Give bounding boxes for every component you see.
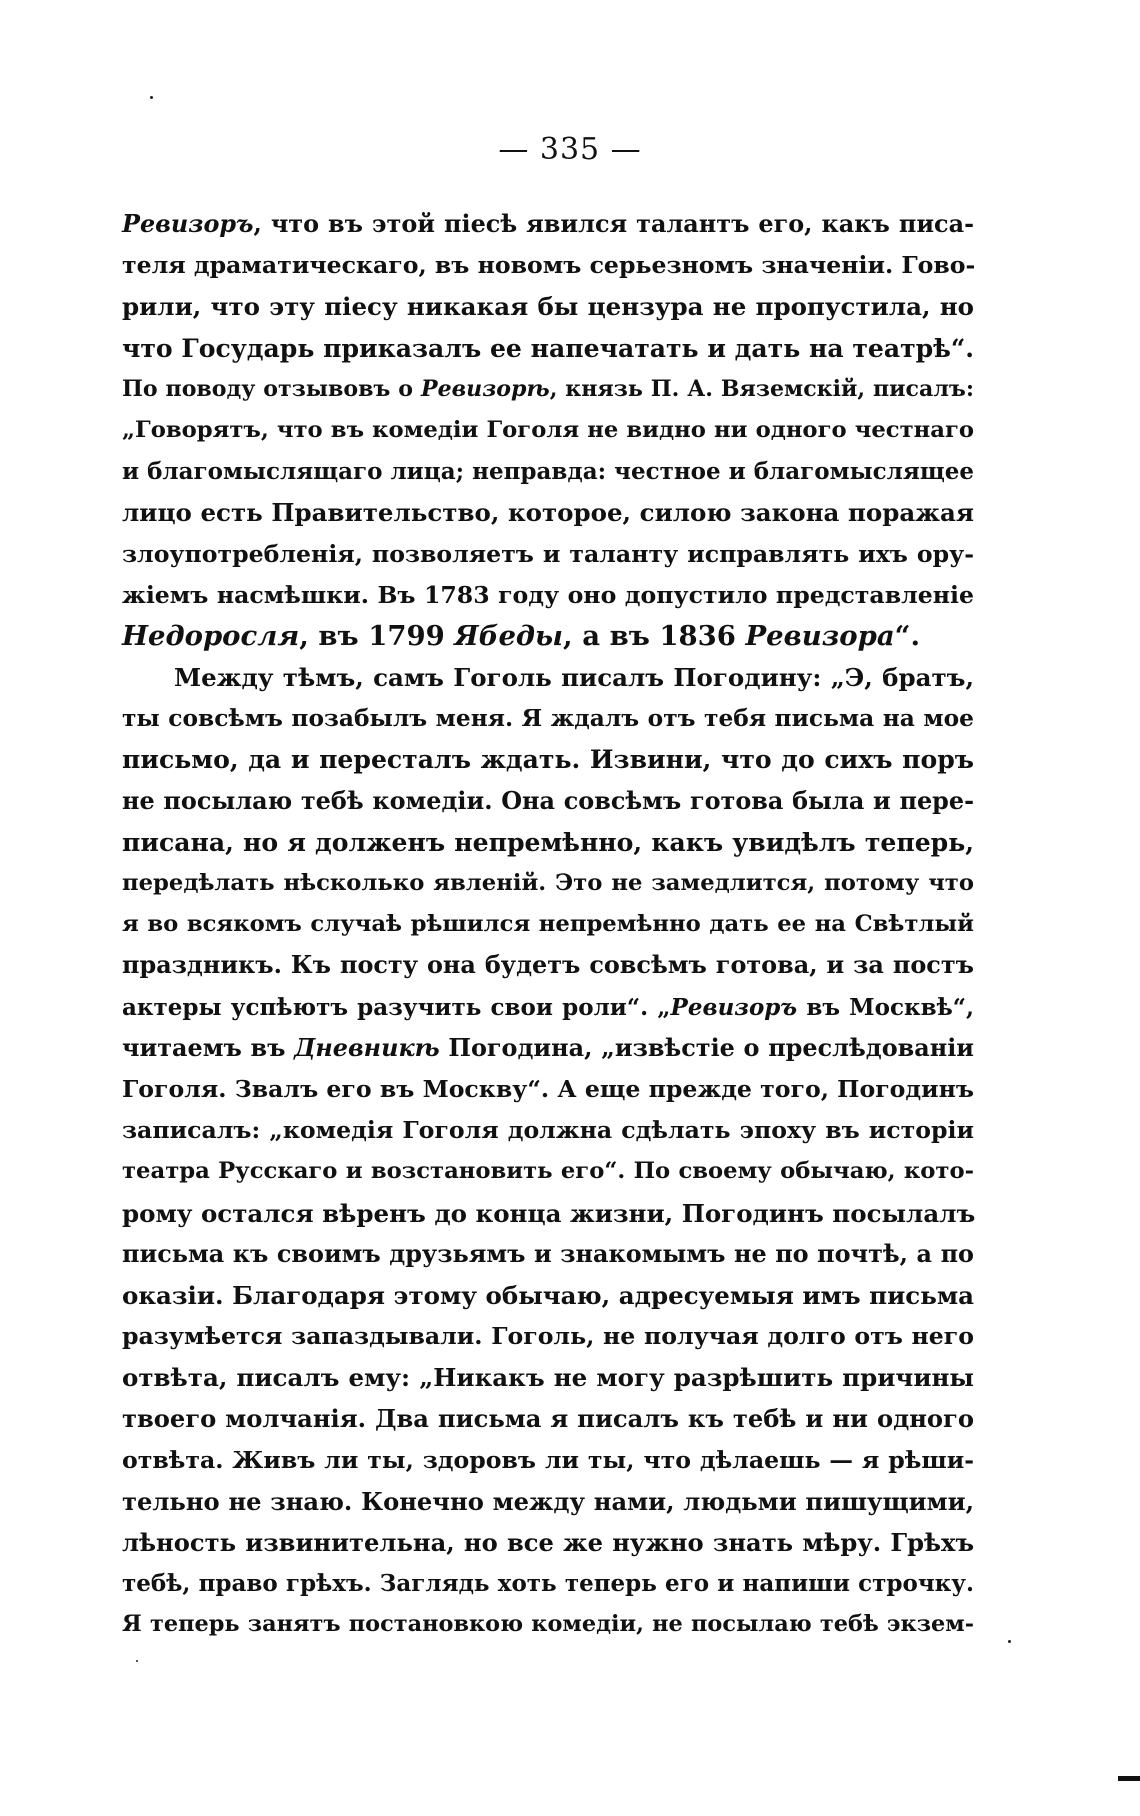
italic-title: Ревизорѣ: [420, 375, 550, 402]
scan-speck: [150, 96, 153, 99]
text-line: [122, 1110, 974, 1151]
text-line: [122, 204, 974, 245]
text-line: [122, 987, 974, 1028]
text-segment: тебѣ, право грѣхъ. Заглядь хоть теперь его и напиши строчку.: [122, 1570, 974, 1598]
text-segment: въ Москвѣ“,: [797, 993, 974, 1021]
text-line: [122, 245, 974, 286]
text-segment: писана, но я долженъ непремѣнно, какъ увидѣлъ теперь,: [122, 826, 974, 857]
text-segment: Между тѣмъ, самъ Гоголь писалъ Погодину: „Э, братъ,: [174, 663, 974, 693]
scan-speck: [1008, 1640, 1011, 1643]
text-line: [122, 1563, 974, 1604]
text-line: [122, 1151, 974, 1192]
text-segment: читаемъ въ: [122, 1033, 295, 1062]
text-segment: отвѣта. Живъ ли ты, здоровъ ли ты, что дѣлаешь — я рѣши-: [122, 1445, 974, 1474]
text-segment: , князь П. А. Вяземскiй, писалъ:: [549, 375, 975, 402]
text-line: [122, 1398, 974, 1439]
text-segment: передѣлать нѣсколько явленiй. Это не замедлится, потому что: [122, 870, 974, 896]
text-segment: и благомыслящаго лица; неправда: честное и благомыслящее: [122, 458, 975, 486]
text-line: [122, 1357, 974, 1398]
text-line: [122, 657, 974, 698]
page-number: — 335 —: [498, 132, 642, 167]
text-line: [122, 286, 974, 327]
text-segment: твоего молчанiя. Два письма я писалъ къ тебѣ и ни одного: [122, 1404, 974, 1434]
italic-title: Недоросля: [122, 619, 300, 652]
text-line: [122, 1069, 974, 1110]
text-line: [122, 451, 974, 492]
text-line: [122, 534, 974, 575]
text-segment: Я теперь занятъ постановкою комедiи, не посылаю тебѣ экзем-: [122, 1611, 974, 1638]
text-segment: разумѣется запаздывали. Гоголь, не получая долго отъ него: [122, 1322, 974, 1351]
text-segment: , въ 1799: [299, 619, 455, 652]
text-segment: “.: [894, 619, 921, 652]
text-segment: отвѣта, писалъ ему: „Никакъ не могу разрѣшить причины: [122, 1363, 974, 1393]
text-segment: я во всякомъ случаѣ рѣшился непремѣнно дать ее на Свѣтлый: [122, 911, 974, 938]
text-line: [122, 1193, 974, 1234]
italic-title: Ревизоръ: [670, 993, 798, 1021]
italic-title: Ревизоръ: [122, 210, 254, 238]
text-segment: не посылаю тебѣ комедiи. Она совсѣмъ готова была и пере-: [122, 786, 974, 815]
text-segment: , что въ этой пiесѣ явился талантъ его, какъ писа-: [253, 210, 974, 238]
text-line: [122, 1275, 974, 1316]
text-segment: театра Русскаго и возстановить его“. По своему обычаю, кото-: [122, 1158, 974, 1185]
italic-title: Ревизора: [745, 619, 895, 652]
text-line: [122, 863, 974, 904]
text-segment: оказiи. Благодаря этому обычаю, адресуемыя имъ письма: [122, 1280, 974, 1310]
text-line: [122, 410, 974, 451]
text-line: [122, 575, 974, 616]
text-line: [122, 328, 974, 369]
body-text: [122, 204, 974, 1646]
text-line: [122, 945, 974, 986]
text-line: [122, 1440, 974, 1481]
text-segment: По поводу отзывовъ о: [122, 375, 421, 402]
text-line: [122, 739, 974, 780]
text-segment: что Государь приказалъ ее напечатать и дать на театрѣ“.: [122, 332, 975, 363]
text-segment: письмо, да и пересталъ ждать. Извини, что до сихъ поръ: [122, 744, 974, 775]
text-segment: жiемъ насмѣшки. Въ 1783 году оно допустило представленiе: [122, 580, 974, 609]
text-line: [122, 1028, 974, 1069]
text-segment: , а въ 1836: [563, 619, 746, 652]
text-line: [122, 1234, 974, 1275]
text-segment: лицо есть Правительство, которое, силою закона поражая: [122, 498, 974, 528]
text-line: [122, 369, 974, 410]
text-segment: „Говорятъ, что въ комедiи Гоголя не видно ни одного честнаго: [122, 416, 974, 443]
text-line: [122, 616, 974, 657]
text-line: [122, 781, 974, 822]
text-segment: письма къ своимъ друзьямъ и знакомымъ не по почтѣ, а по: [122, 1239, 974, 1268]
text-segment: рому остался вѣренъ до конца жизни, Погодинъ посылалъ: [122, 1198, 976, 1228]
text-line: [122, 1522, 974, 1563]
scan-edge-mark: [1118, 1776, 1140, 1781]
italic-title: Дневникѣ: [294, 1033, 440, 1062]
italic-title: Ябеды: [454, 619, 564, 652]
text-line: [122, 904, 974, 945]
text-segment: актеры успѣютъ разучить свои роли“. „: [122, 993, 671, 1021]
text-line: [122, 1604, 974, 1645]
text-segment: Погодина, „извѣстiе о преслѣдованiи: [439, 1033, 974, 1062]
text-segment: рили, что эту пiесу никакая бы цензура не пропустила, но: [122, 292, 974, 322]
text-segment: лѣность извинительна, но все же нужно знать мѣру. Грѣхъ: [122, 1528, 974, 1557]
scan-speck: [136, 1660, 138, 1662]
text-segment: праздникъ. Къ посту она будетъ совсѣмъ готова, и за постъ: [122, 951, 974, 980]
text-segment: теля драматическаго, въ новомъ серьезномъ значенiи. Гово-: [122, 251, 976, 280]
text-line: [122, 1481, 974, 1522]
text-segment: Гоголя. Звалъ его въ Москву“. А еще прежде того, Погодинъ: [122, 1074, 974, 1103]
text-line: [122, 1316, 974, 1357]
text-line: [122, 698, 974, 739]
text-segment: тельно не знаю. Конечно между нами, людьми пишущими,: [122, 1486, 974, 1516]
text-line: [122, 822, 974, 863]
text-segment: записалъ: „комедiя Гоголя должна сдѣлать эпоху въ исторiи: [122, 1116, 974, 1145]
text-segment: ты совсѣмъ позабылъ меня. Я ждалъ отъ тебя письма на мое: [122, 705, 974, 733]
text-line: [122, 492, 974, 533]
text-segment: злоупотребленiя, позволяетъ и таланту исправлять ихъ ору-: [122, 539, 974, 568]
